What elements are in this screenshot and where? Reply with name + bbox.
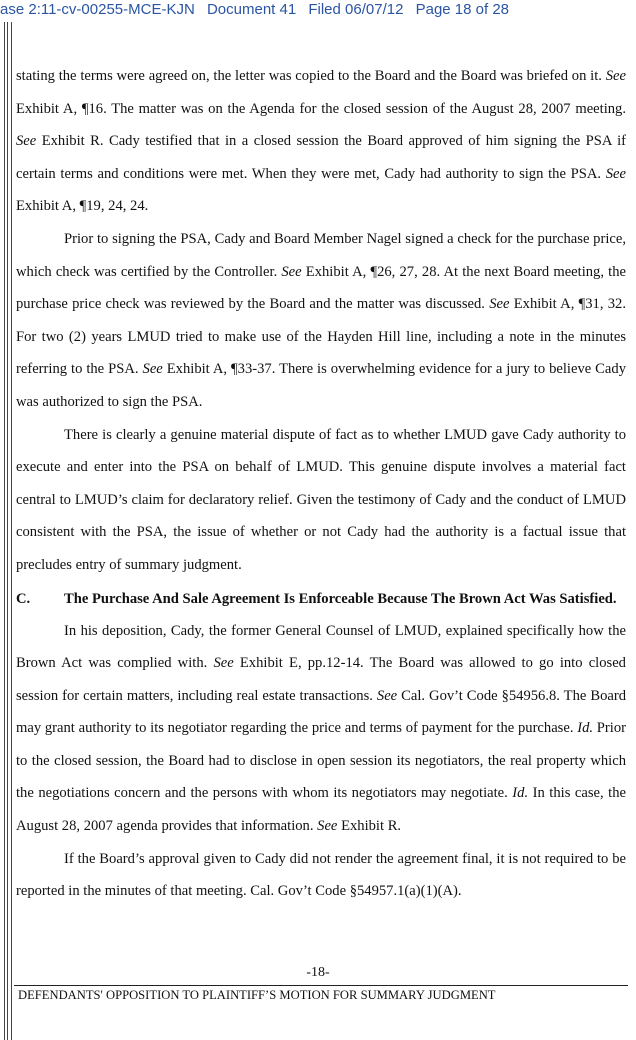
paragraph-3: There is clearly a genuine material dispute of fact as to whether LMUD gave Cady authority to execute and enter into the PSA on behalf of LMUD. This genuine dispute involves a material fact central to LMUD’s claim for declaratory relief. Given the testimony of Cady and the conduct of LMUD consistent with the PSA, the issue of whether or not Cady had the authority is a factual issue that precludes entry of summary judgment. — [16, 426, 626, 573]
document-number: Document 41 — [206, 1, 297, 18]
footer-title: DEFENDANTS' OPPOSITION TO PLAINTIFF’S MOTION FOR SUMMARY JUDGMENT — [18, 988, 496, 1002]
filing-header — [0, 0, 636, 22]
footer-divider — [14, 985, 628, 986]
page-number: -18- — [306, 965, 330, 980]
margin-rule — [4, 22, 5, 1040]
section-label: C. — [16, 590, 31, 607]
document-body — [16, 60, 626, 908]
margin-rule — [11, 22, 12, 1040]
filed-date: Filed 06/07/12 — [308, 1, 404, 18]
paragraph-5: If the Board’s approval given to Cady did not render the agreement final, it is not required to be reported in the minutes of that meeting. Cal. Gov’t Code §54957.1(a)(1)(A). — [16, 850, 626, 900]
paragraph-4: In his deposition, Cady, the former General Counsel of LMUD, explained specifically how the Brown Act was complied with. See Exhibit E, pp.12-14. The Board was allowed to go into closed session for certain matters, including real estate transactions. See Cal. Gov’t Code §54956.8. The Board may grant authority to its negotiator regarding the price and terms of payment for the purchase. Id. Prior to the closed session, the Board had to disclose in open session its negotiators, the real property which the negotiations concern and the persons with whom its negotiators may negotiate. Id. In this case, the August 28, 2007 agenda provides that information. See Exhibit R. — [16, 622, 626, 835]
margin-rule — [7, 22, 8, 1040]
section-heading — [16, 590, 626, 609]
page-indicator: Page 18 of 28 — [415, 1, 510, 18]
section-title: The Purchase And Sale Agreement Is Enforceable Because The Brown Act Was Satisfied. — [64, 590, 617, 607]
paragraph-2: Prior to signing the PSA, Cady and Board Member Nagel signed a check for the purchase price, which check was certified by the Controller. See Exhibit A, ¶26, 27, 28. At the next Board meeting, the purchase price check was reviewed by the Board and the matter was discussed. See Exhibit A, ¶31, 32. For two (2) years LMUD tried to make use of the Hayden Hill line, including a note in the minutes referring to the PSA. See Exhibit A, ¶33-37. There is overwhelming evidence for a jury to believe Cady was authorized to sign the PSA. — [16, 230, 626, 410]
paragraph-1: stating the terms were agreed on, the letter was copied to the Board and the Board was briefed on it. See Exhibit A, ¶16. The matter was on the Agenda for the closed session of the August 28, 2007 meeting. See Exhibit R. Cady testified that in a closed session the Board approved of him signing the PSA if certain terms and conditions were met. When they were met, Cady had authority to sign the PSA. See Exhibit A, ¶19, 24, 24. — [16, 68, 626, 215]
case-number: ase 2:11-cv-00255-MCE-KJN — [0, 1, 195, 18]
